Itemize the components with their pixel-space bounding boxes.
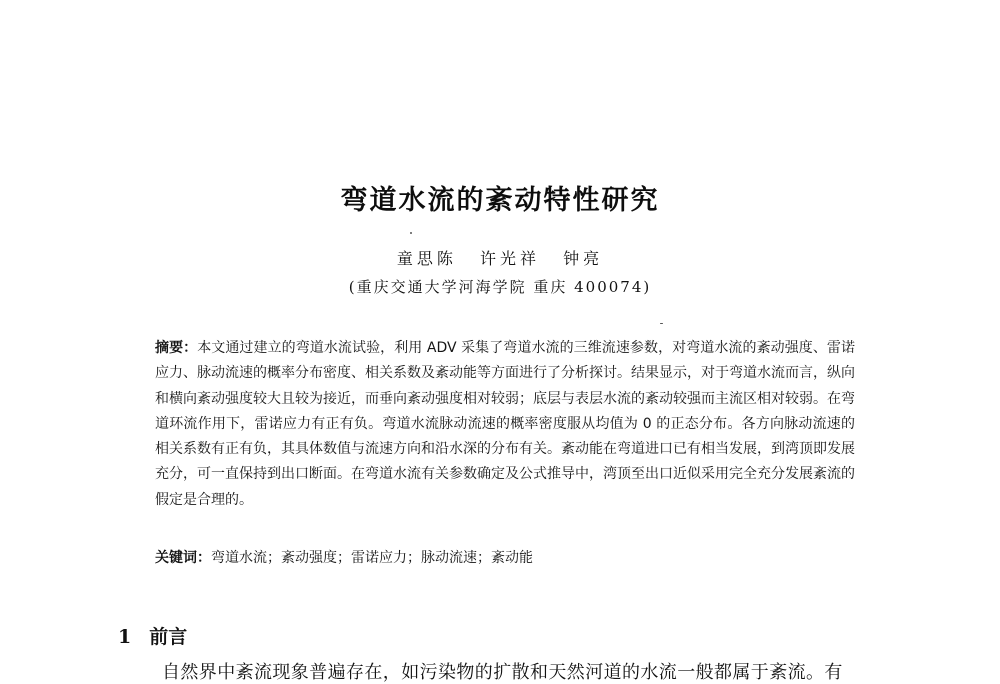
body-paragraph: 自然界中紊流现象普遍存在，如污染物的扩散和天然河道的水流一般都属于紊流。有 [162,662,843,683]
author-list: 童思陈 许光祥 钟亮 [396,249,604,268]
section-title: 前言 [149,626,188,648]
affiliation: (重庆交通大学河海学院 重庆 400074) [348,278,652,296]
abstract-text: 本文通过建立的弯道水流试验，利用 ADV 采集了弯道水流的三维流速参数，对弯道水流的紊动强度、雷诺应力、脉动流速的概率分布密度、相关系数及紊动能等方面进行了分析探讨。结果显示，对于弯道水流而言，纵向和横向紊动强度较大且较为接近，而垂向紊动强度相对较弱；底层与表层水流的紊动较强而主流区相对较弱。在弯道环流作用下，雷诺应力有正有负。弯道水流脉动流速的概率密度服从均值为 0 的正态分布。各方向脉动流速的相关系数有正有负，其具体数值与流速方向和沿水深的分布有关。紊动能在弯道进口已有相当发展，到湾顶即发展充分，可一直保持到出口断面。在弯道水流有关参数确定及公式推导中，湾顶至出口近似采用完全充分发展紊流的假定是合理的。 [155,340,855,508]
keywords-label: 关键词： [155,550,211,566]
section-heading [118,622,187,649]
abstract-label: 摘要： [155,340,198,356]
paper-title: 弯道水流的紊动特性研究 [340,185,660,216]
section-number: 1 [118,626,132,648]
keywords-text: 弯道水流；紊动强度；雷诺应力；脉动流速；紊动能 [211,550,533,566]
scan-speck [660,323,663,324]
keywords-block [155,547,855,567]
scan-speck [410,232,412,234]
abstract-block [155,336,855,513]
